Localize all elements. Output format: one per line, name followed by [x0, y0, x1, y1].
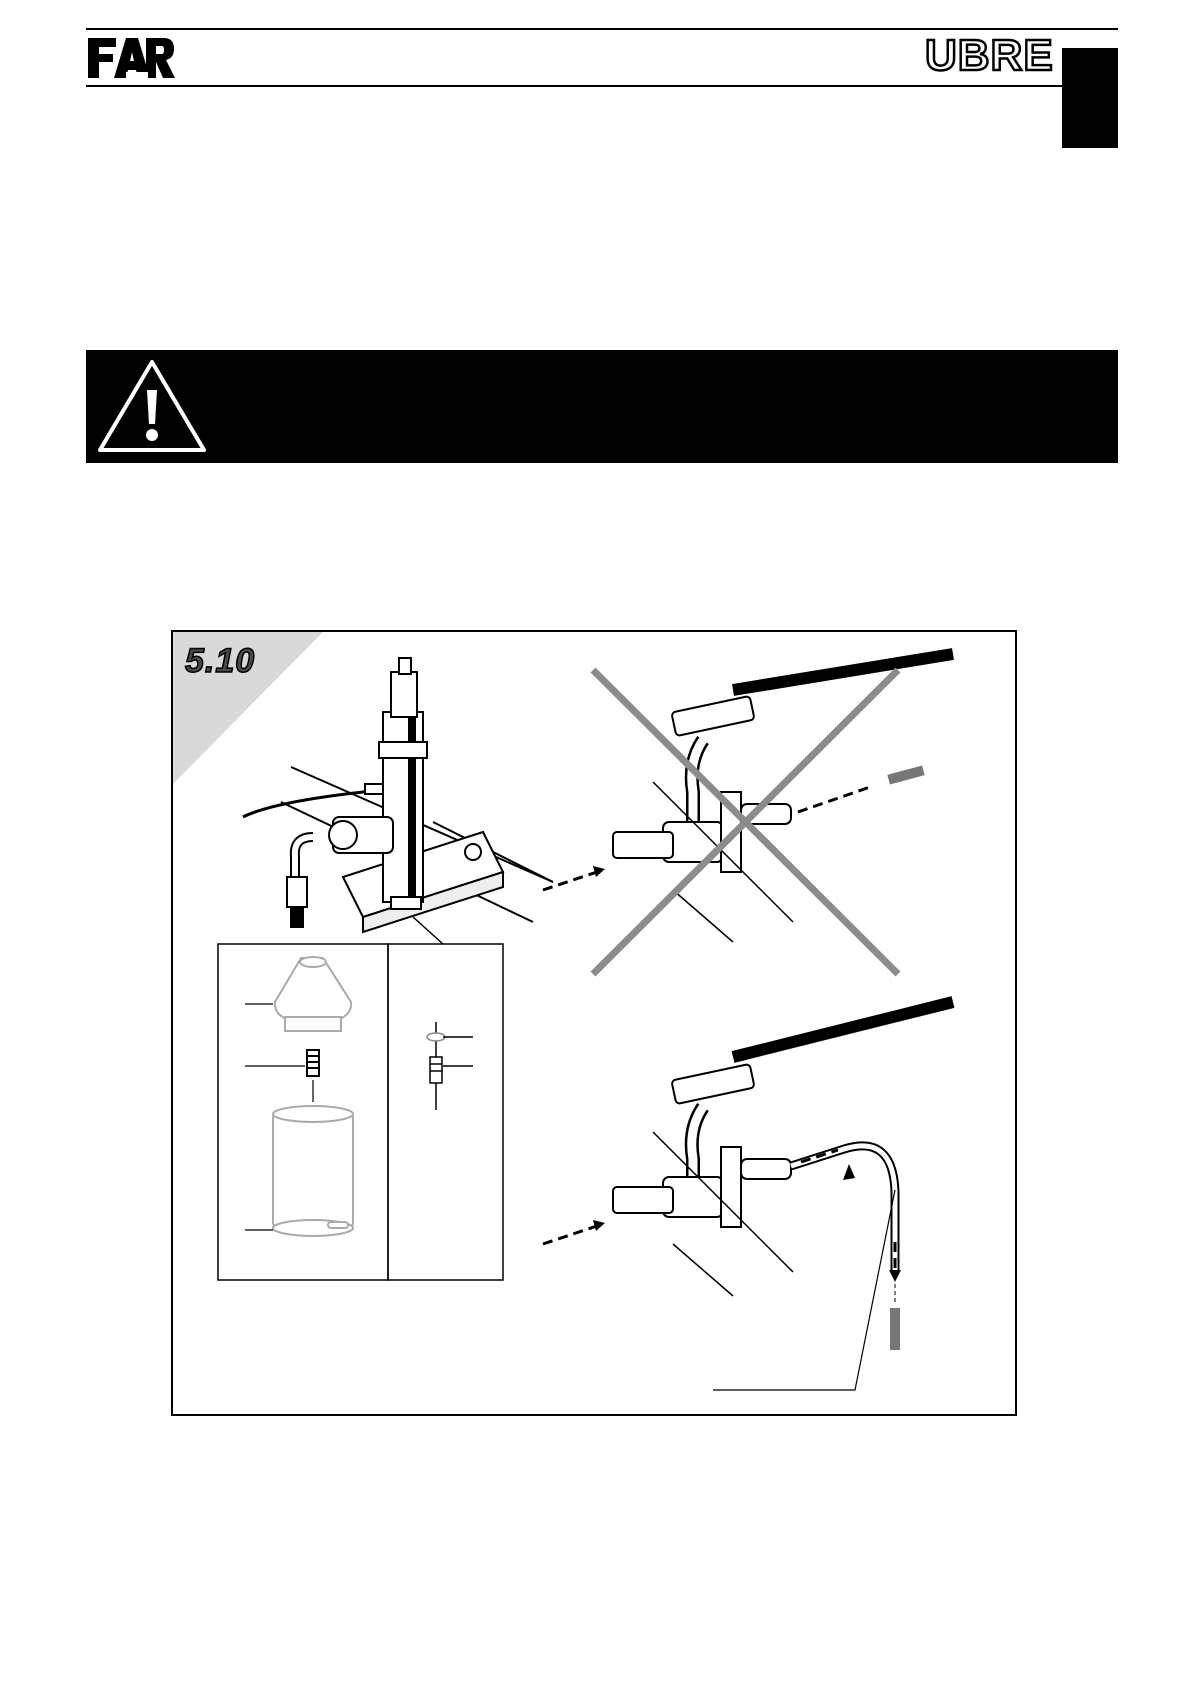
figure-number: 5.10: [185, 642, 256, 680]
figure-5-10: [171, 630, 1017, 1416]
arrow-head-icon: [889, 1270, 901, 1282]
pin-icon: [887, 766, 924, 785]
far-logo-icon: [86, 34, 176, 82]
installation-illustration: [173, 632, 1015, 1414]
header-bottom-rule: [86, 85, 1118, 87]
exploded-panel-right: [388, 944, 503, 1280]
product-title: UBRE: [925, 31, 1054, 80]
hose-assembly-correct: [613, 1002, 953, 1296]
arrow-head-icon: [593, 866, 605, 877]
valve-assembly-drawing: [243, 658, 553, 932]
arrow-head-icon: [593, 1220, 605, 1231]
warning-banner: [86, 350, 1118, 463]
warning-triangle-icon: [94, 356, 210, 456]
pin-icon: [890, 1308, 900, 1350]
brand-logo: [86, 34, 176, 82]
section-tab: [1062, 48, 1118, 148]
washer-screw-exploded: [427, 1022, 473, 1110]
